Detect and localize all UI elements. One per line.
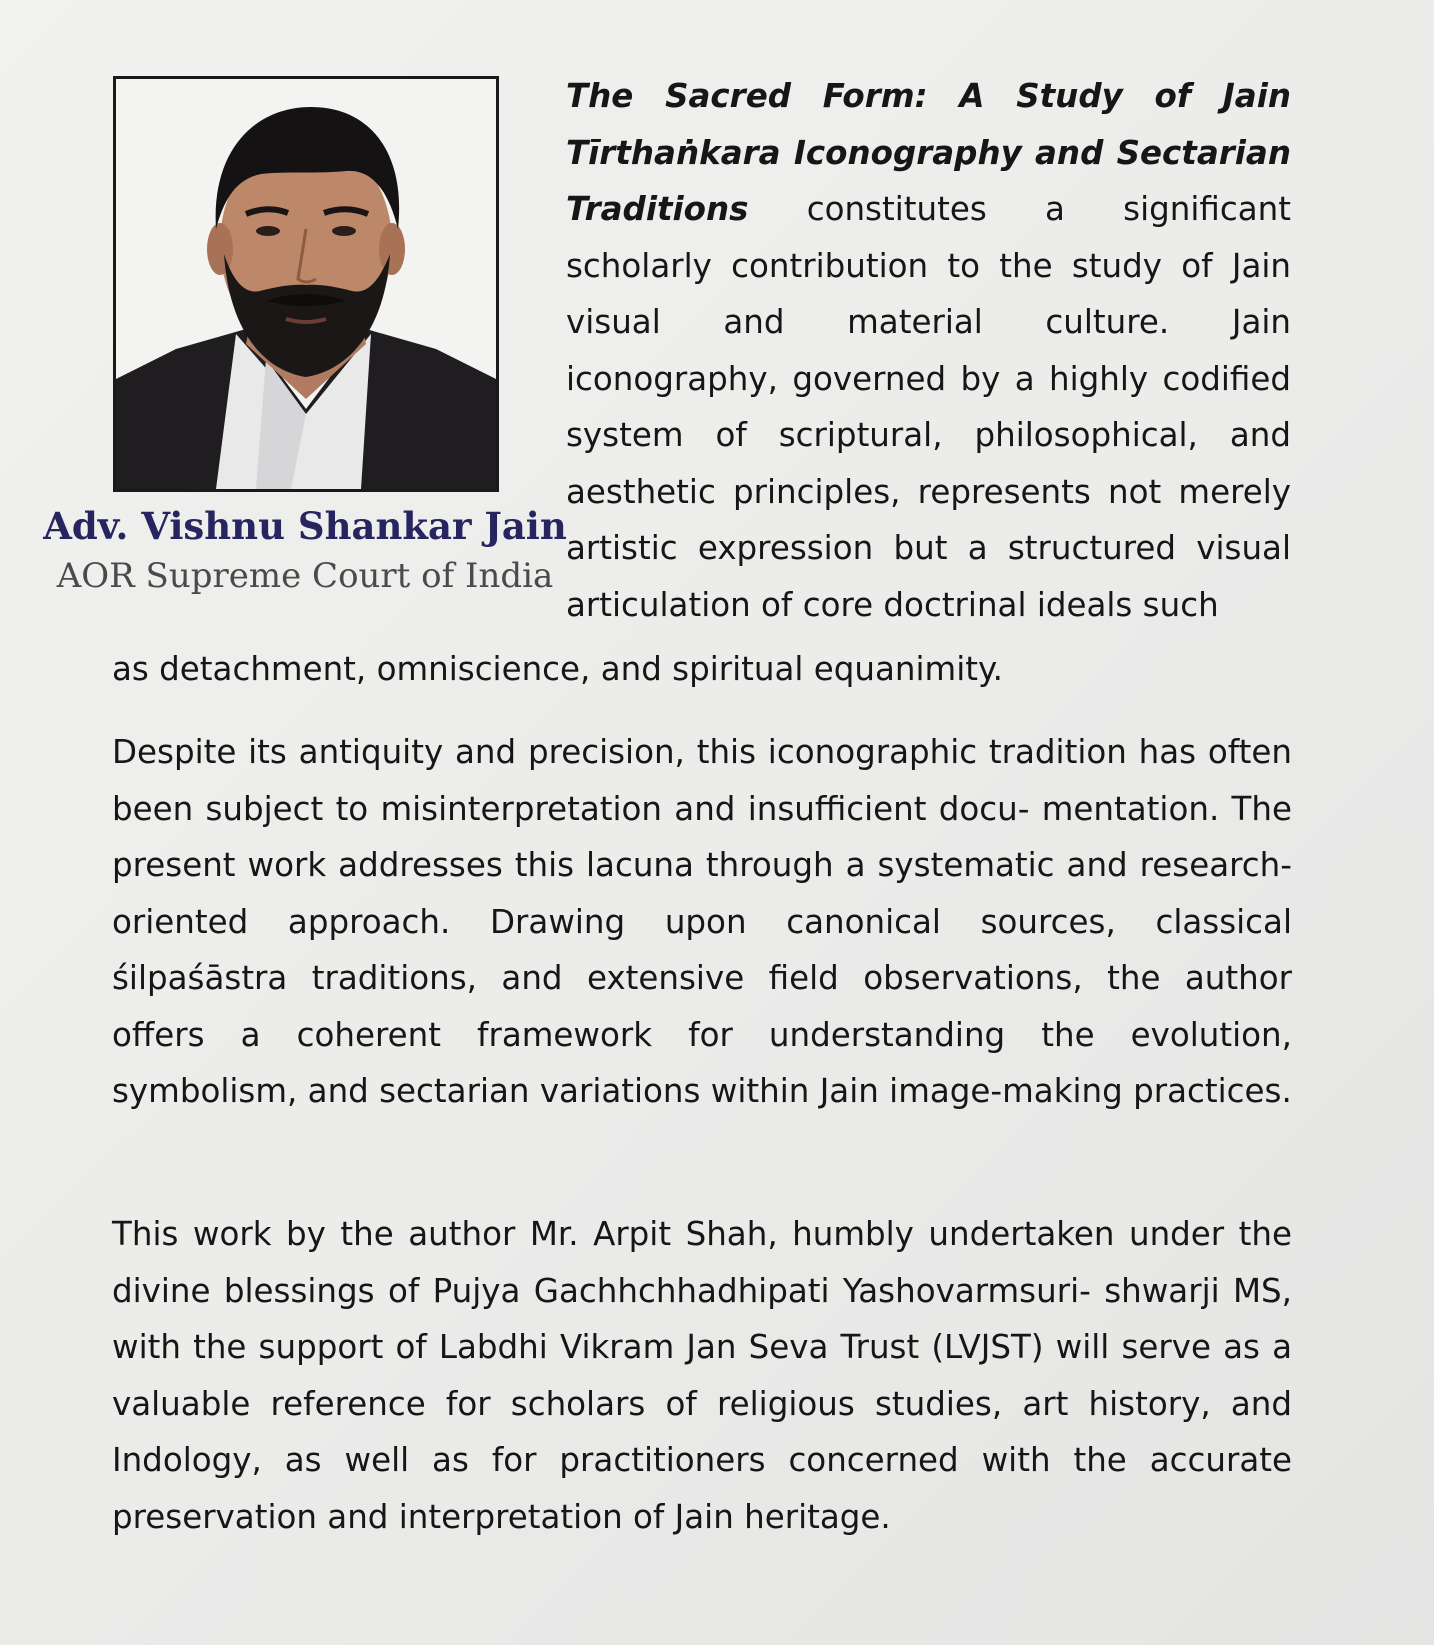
paragraph-1-text: constitutes a significant scholarly contribution to the study of Jain visual and material culture. Jain iconography, governed by a highly codified system of scriptural, philosophical, and aesthetic principles, represents not merely artistic expression but a structured visual articulation of core doctrinal ideals such bbox=[566, 190, 1291, 624]
author-portrait bbox=[113, 76, 499, 492]
author-name: Adv. Vishnu Shankar Jain bbox=[43, 504, 567, 548]
paragraph-1-top bbox=[566, 68, 1291, 633]
paragraph-1-tail: as detachment, omniscience, and spiritual equanimity. bbox=[112, 650, 1003, 688]
author-title: AOR Supreme Court of India bbox=[56, 556, 554, 596]
book-title: The Sacred Form: A Study of Jain Tīrthaṅkara Iconography and Sectarian Traditions bbox=[566, 77, 1291, 228]
paragraph-2: Despite its antiquity and precision, this iconographic tradition has often been subject to misinterpretation and insufficient docu- mentation. The present work addresses this lacuna through a systematic and research-oriented approach. Drawing upon canonical sources, classical śilpaśāstra traditions, and extensive field observations, the author offers a coherent framework for understanding the evolution, symbolism, and sectarian variations within Jain image-making practices. bbox=[112, 733, 1292, 1110]
portrait-photo-icon bbox=[116, 79, 496, 489]
paragraph-3: This work by the author Mr. Arpit Shah, humbly undertaken under the divine blessings of Pujya Gachhchhadhipati Yashovarmsuri- shwarji MS, with the support of Labdhi Vikram Jan Seva Trust (LVJST) will serve as a valuable reference for scholars of religious studies, art history, and Indology, as well as for practitioners concerned with the accurate preservation and interpretation of Jain heritage. bbox=[112, 1215, 1292, 1536]
